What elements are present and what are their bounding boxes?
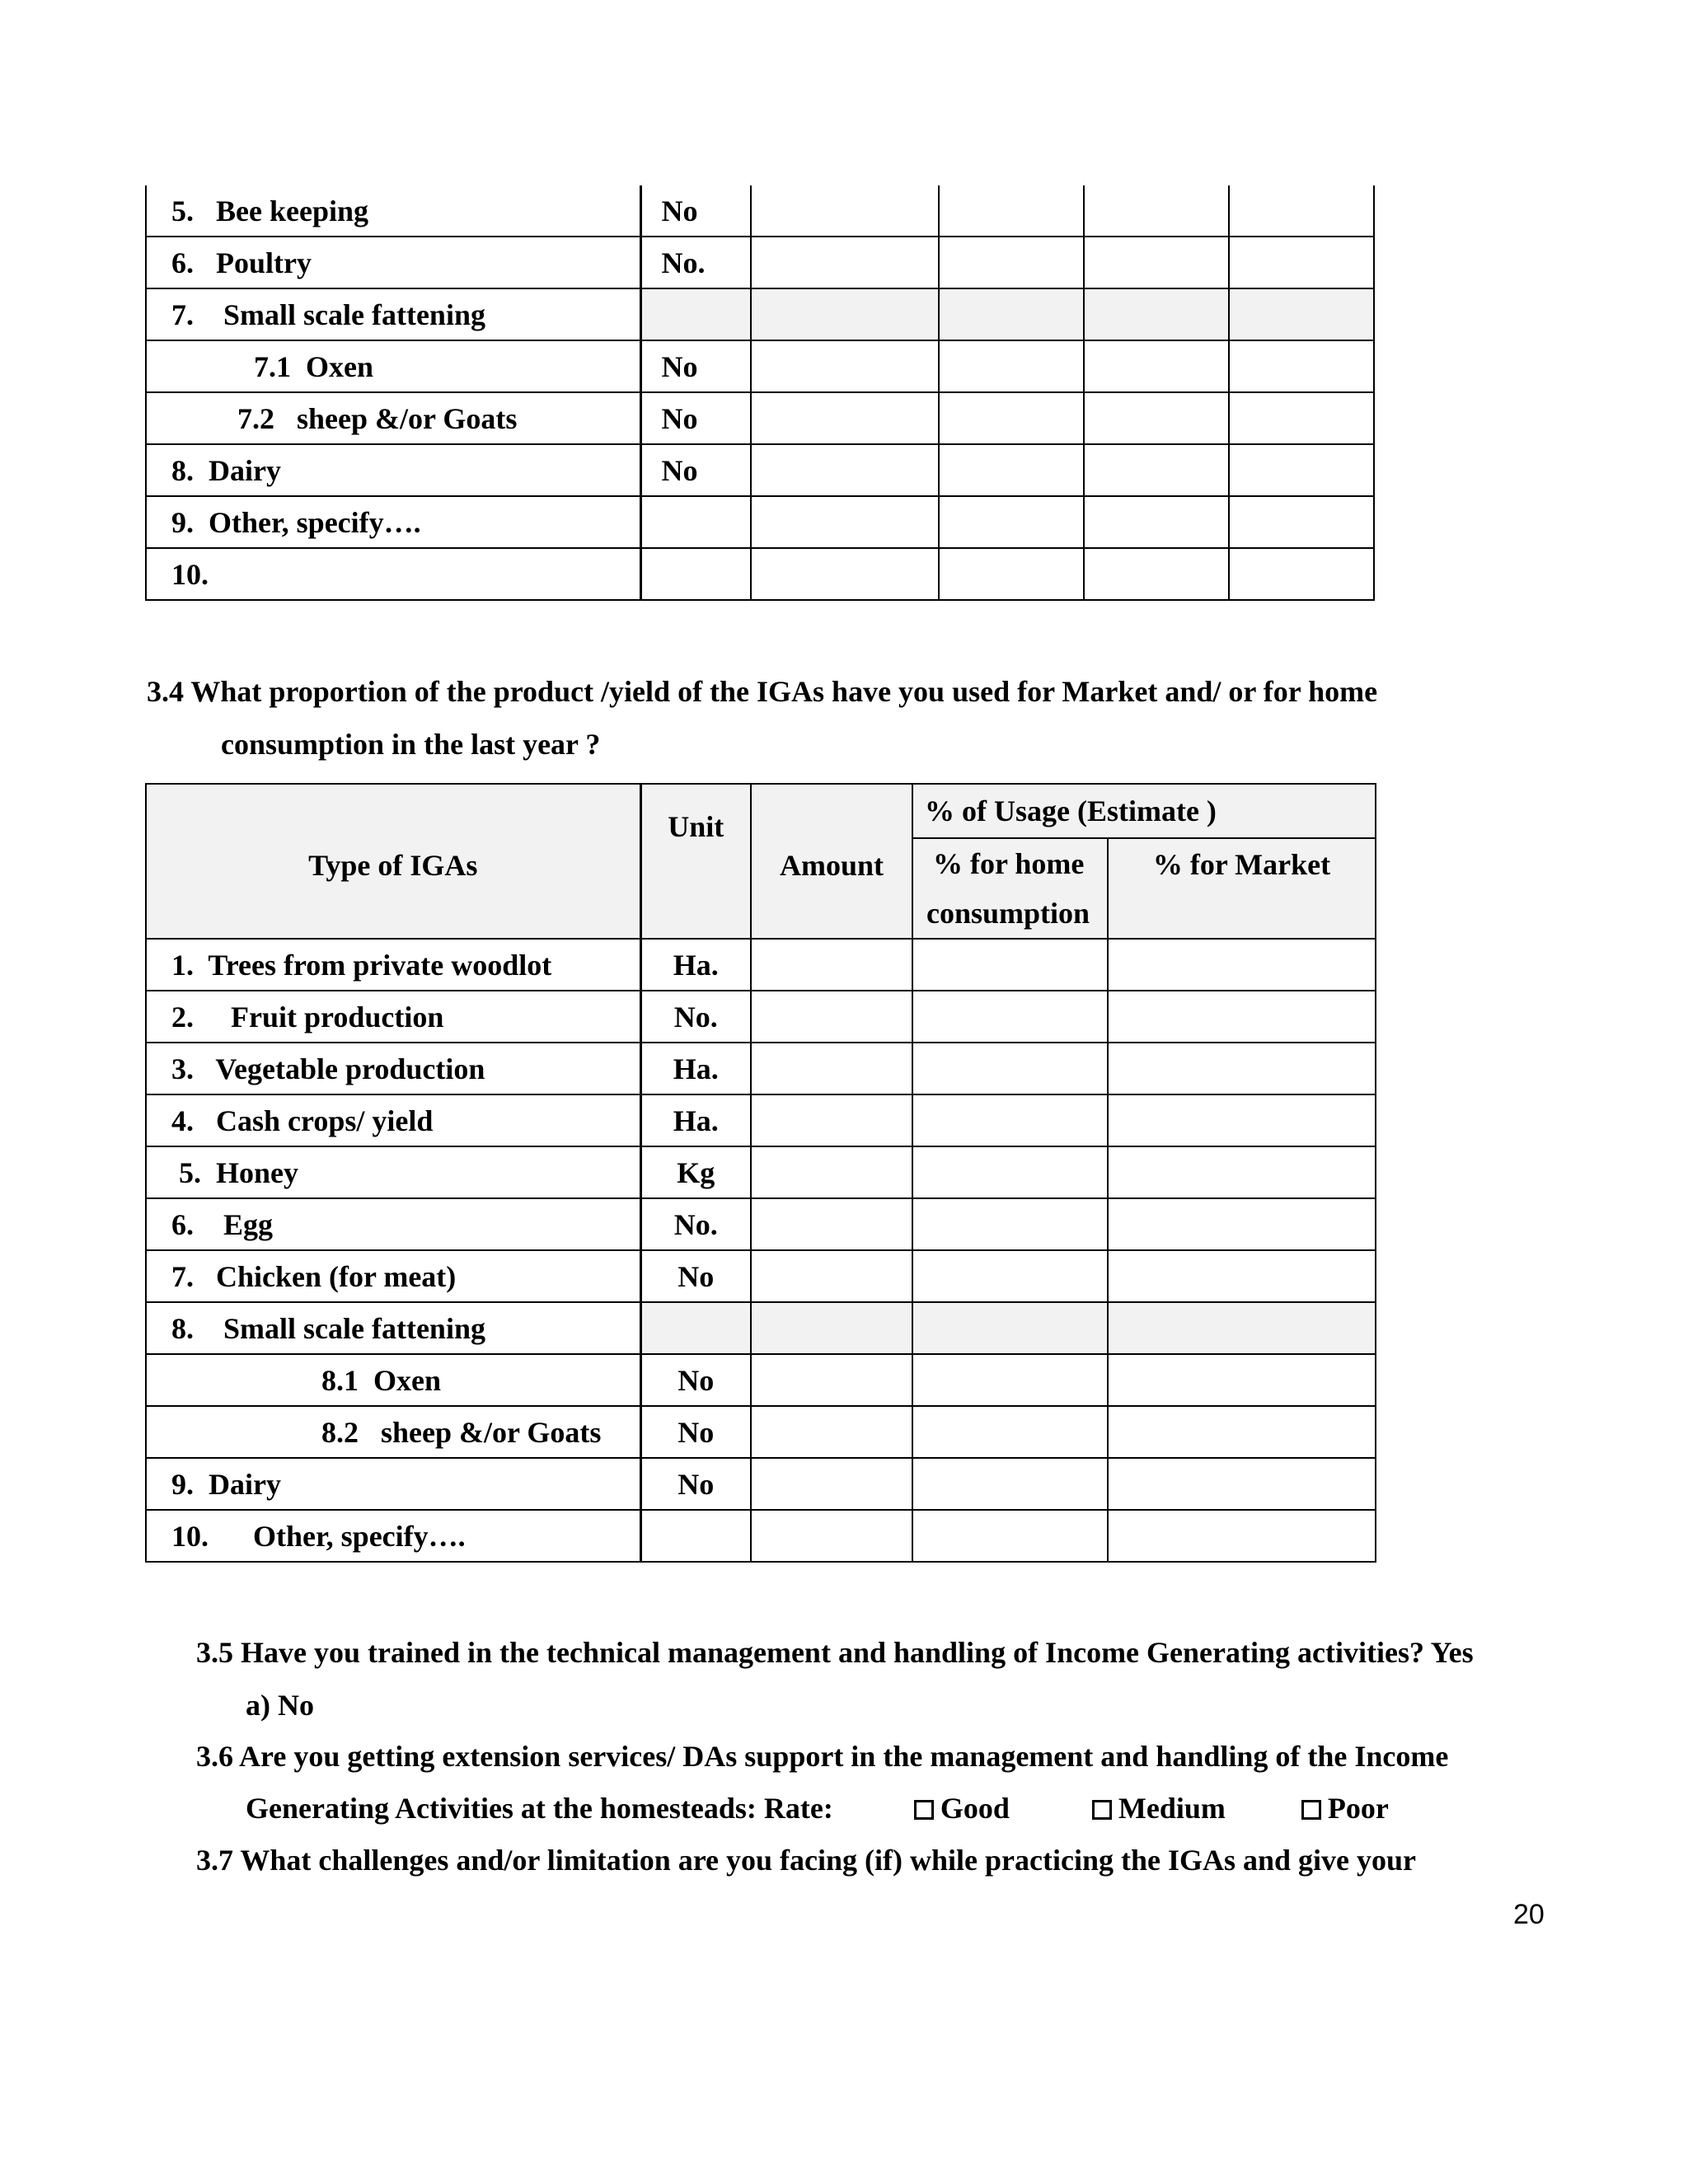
entry-cell[interactable] [912, 1146, 1108, 1198]
entry-cell[interactable] [1084, 185, 1229, 237]
good-checkbox[interactable] [914, 1800, 934, 1820]
entry-cell[interactable] [912, 1354, 1108, 1406]
entry-cell[interactable] [939, 340, 1084, 392]
header-type-of-igas: Type of IGAs [146, 784, 640, 939]
entry-cell[interactable] [912, 1510, 1108, 1562]
iga-label: 5. Bee keeping [146, 185, 640, 237]
table-row [146, 1302, 1376, 1354]
unit-cell: Ha. [640, 939, 751, 991]
table-row [146, 288, 1374, 340]
entry-cell[interactable] [751, 288, 939, 340]
entry-cell[interactable] [912, 1094, 1108, 1146]
entry-cell[interactable] [751, 1406, 912, 1458]
medium-checkbox[interactable] [1092, 1800, 1112, 1820]
entry-cell[interactable] [1108, 1302, 1376, 1354]
poor-checkbox[interactable] [1301, 1800, 1321, 1820]
table-row [146, 237, 1374, 288]
iga-label: 8. Small scale fattening [146, 1302, 640, 1354]
entry-cell[interactable] [751, 1146, 912, 1198]
entry-cell[interactable] [751, 1198, 912, 1250]
table-row [146, 1198, 1376, 1250]
unit-cell [640, 1302, 751, 1354]
unit-cell: No. [640, 237, 751, 288]
iga-usage-table [145, 783, 1376, 1563]
table-row [146, 1146, 1376, 1198]
entry-cell[interactable] [1108, 1198, 1376, 1250]
iga-label: 8.1 Oxen [146, 1354, 640, 1406]
iga-label: 8.2 sheep &/or Goats [146, 1406, 640, 1458]
entry-cell[interactable] [939, 496, 1084, 548]
entry-cell[interactable] [751, 1302, 912, 1354]
iga-label: 5. Honey [146, 1146, 640, 1198]
unit-cell [640, 548, 751, 600]
unit-cell: No [640, 1250, 751, 1302]
entry-cell[interactable] [939, 548, 1084, 600]
unit-cell: No [640, 185, 751, 237]
header-unit: Unit [640, 784, 751, 939]
question-3-6-line2 [246, 1791, 1389, 1825]
header-home-line1: % for home [912, 838, 1108, 888]
unit-cell: Ha. [640, 1094, 751, 1146]
table-row [146, 1354, 1376, 1406]
iga-label: 1. Trees from private woodlot [146, 939, 640, 991]
iga-label: 6. Egg [146, 1198, 640, 1250]
table-row [146, 444, 1374, 496]
entry-cell[interactable] [939, 444, 1084, 496]
question-3-6-line1: 3.6 Are you getting extension services/ DAs support in the management and handling of the Income [196, 1740, 1449, 1773]
entry-cell[interactable] [1108, 1458, 1376, 1510]
entry-cell[interactable] [1084, 392, 1229, 444]
table-row [146, 1458, 1376, 1510]
table-row [146, 1406, 1376, 1458]
iga-label: 7. Small scale fattening [146, 288, 640, 340]
iga-label: 10. [146, 548, 640, 600]
entry-cell[interactable] [912, 1043, 1108, 1094]
entry-cell[interactable] [912, 1458, 1108, 1510]
iga-label: 9. Dairy [146, 1458, 640, 1510]
igas-table-continued [145, 185, 1375, 601]
entry-cell[interactable] [751, 237, 939, 288]
entry-cell[interactable] [1229, 444, 1374, 496]
entry-cell[interactable] [1108, 1510, 1376, 1562]
entry-cell[interactable] [939, 392, 1084, 444]
table-row [146, 392, 1374, 444]
entry-cell[interactable] [912, 1250, 1108, 1302]
iga-label: 9. Other, specify…. [146, 496, 640, 548]
iga-usage-table-body [146, 939, 1376, 1562]
entry-cell[interactable] [751, 340, 939, 392]
iga-label: 4. Cash crops/ yield [146, 1094, 640, 1146]
table-row [146, 1510, 1376, 1562]
iga-label: 7.1 Oxen [146, 340, 640, 392]
rating-option-medium[interactable]: Medium [1092, 1792, 1226, 1825]
usage-header-row-1 [146, 784, 1376, 838]
entry-cell[interactable] [751, 392, 939, 444]
entry-cell[interactable] [751, 939, 912, 991]
entry-cell[interactable] [751, 1354, 912, 1406]
table-row [146, 991, 1376, 1043]
page-number: 20 [1513, 1899, 1545, 1930]
table-row [146, 1250, 1376, 1302]
entry-cell[interactable] [1229, 340, 1374, 392]
iga-label: 7.2 sheep &/or Goats [146, 392, 640, 444]
table-row [146, 1094, 1376, 1146]
entry-cell[interactable] [1084, 444, 1229, 496]
header-usage-estimate: % of Usage (Estimate ) [912, 784, 1376, 838]
table-row [146, 1043, 1376, 1094]
entry-cell[interactable] [1108, 1250, 1376, 1302]
entry-cell[interactable] [751, 1458, 912, 1510]
entry-cell[interactable] [1229, 185, 1374, 237]
question-3-4-line1: 3.4 What proportion of the product /yield of the IGAs have you used for Market and/ or for home [147, 675, 1378, 708]
header-amount: Amount [751, 784, 912, 939]
question-3-6-rate-prefix: Generating Activities at the homesteads: Rate: [246, 1792, 833, 1825]
entry-cell[interactable] [751, 1510, 912, 1562]
question-3-7-line1: 3.7 What challenges and/or limitation are you facing (if) while practicing the IGAs and give your [196, 1844, 1417, 1877]
question-3-5-line1: 3.5 Have you trained in the technical management and handling of Income Generating activities? Yes [196, 1636, 1474, 1669]
unit-cell: No [640, 1458, 751, 1510]
header-market: % for Market [1108, 838, 1376, 939]
entry-cell[interactable] [1084, 288, 1229, 340]
table-row [146, 340, 1374, 392]
entry-cell[interactable] [1229, 496, 1374, 548]
unit-cell: No [640, 392, 751, 444]
unit-cell: Ha. [640, 1043, 751, 1094]
rating-option-good[interactable]: Good [914, 1792, 1010, 1825]
entry-cell[interactable] [1229, 237, 1374, 288]
unit-cell: No. [640, 1198, 751, 1250]
iga-label: 3. Vegetable production [146, 1043, 640, 1094]
table-row [146, 496, 1374, 548]
entry-cell[interactable] [751, 548, 939, 600]
table-row [146, 548, 1374, 600]
igas-table-continued-body [146, 185, 1374, 600]
entry-cell[interactable] [1108, 939, 1376, 991]
question-3-4-line2: consumption in the last year ? [221, 728, 601, 761]
unit-cell: No [640, 444, 751, 496]
entry-cell[interactable] [912, 991, 1108, 1043]
table-row [146, 185, 1374, 237]
entry-cell[interactable] [912, 939, 1108, 991]
unit-cell: No [640, 1354, 751, 1406]
entry-cell[interactable] [1229, 392, 1374, 444]
entry-cell[interactable] [1229, 548, 1374, 600]
unit-cell: No [640, 340, 751, 392]
entry-cell[interactable] [1084, 237, 1229, 288]
unit-cell [640, 1510, 751, 1562]
iga-label: 2. Fruit production [146, 991, 640, 1043]
entry-cell[interactable] [1108, 1094, 1376, 1146]
entry-cell[interactable] [1084, 548, 1229, 600]
iga-label: 7. Chicken (for meat) [146, 1250, 640, 1302]
unit-cell [640, 496, 751, 548]
unit-cell: No [640, 1406, 751, 1458]
entry-cell[interactable] [912, 1406, 1108, 1458]
unit-cell: No. [640, 991, 751, 1043]
entry-cell[interactable] [1108, 1406, 1376, 1458]
iga-label: 8. Dairy [146, 444, 640, 496]
entry-cell[interactable] [751, 444, 939, 496]
entry-cell[interactable] [939, 237, 1084, 288]
iga-label: 6. Poultry [146, 237, 640, 288]
entry-cell[interactable] [751, 1043, 912, 1094]
entry-cell[interactable] [1084, 496, 1229, 548]
entry-cell[interactable] [1108, 1043, 1376, 1094]
question-3-5-line2: a) No [246, 1689, 314, 1722]
entry-cell[interactable] [939, 185, 1084, 237]
entry-cell[interactable] [1108, 1146, 1376, 1198]
entry-cell[interactable] [751, 1250, 912, 1302]
entry-cell[interactable] [751, 991, 912, 1043]
entry-cell[interactable] [1229, 288, 1374, 340]
unit-cell [640, 288, 751, 340]
table-row [146, 939, 1376, 991]
entry-cell[interactable] [939, 288, 1084, 340]
entry-cell[interactable] [1108, 1354, 1376, 1406]
entry-cell[interactable] [1108, 991, 1376, 1043]
header-home-line2: consumption [912, 888, 1108, 939]
entry-cell[interactable] [751, 185, 939, 237]
iga-label: 10. Other, specify…. [146, 1510, 640, 1562]
unit-cell: Kg [640, 1146, 751, 1198]
entry-cell[interactable] [1084, 340, 1229, 392]
entry-cell[interactable] [912, 1302, 1108, 1354]
entry-cell[interactable] [751, 1094, 912, 1146]
entry-cell[interactable] [912, 1198, 1108, 1250]
rating-option-poor[interactable]: Poor [1301, 1792, 1389, 1825]
entry-cell[interactable] [751, 496, 939, 548]
